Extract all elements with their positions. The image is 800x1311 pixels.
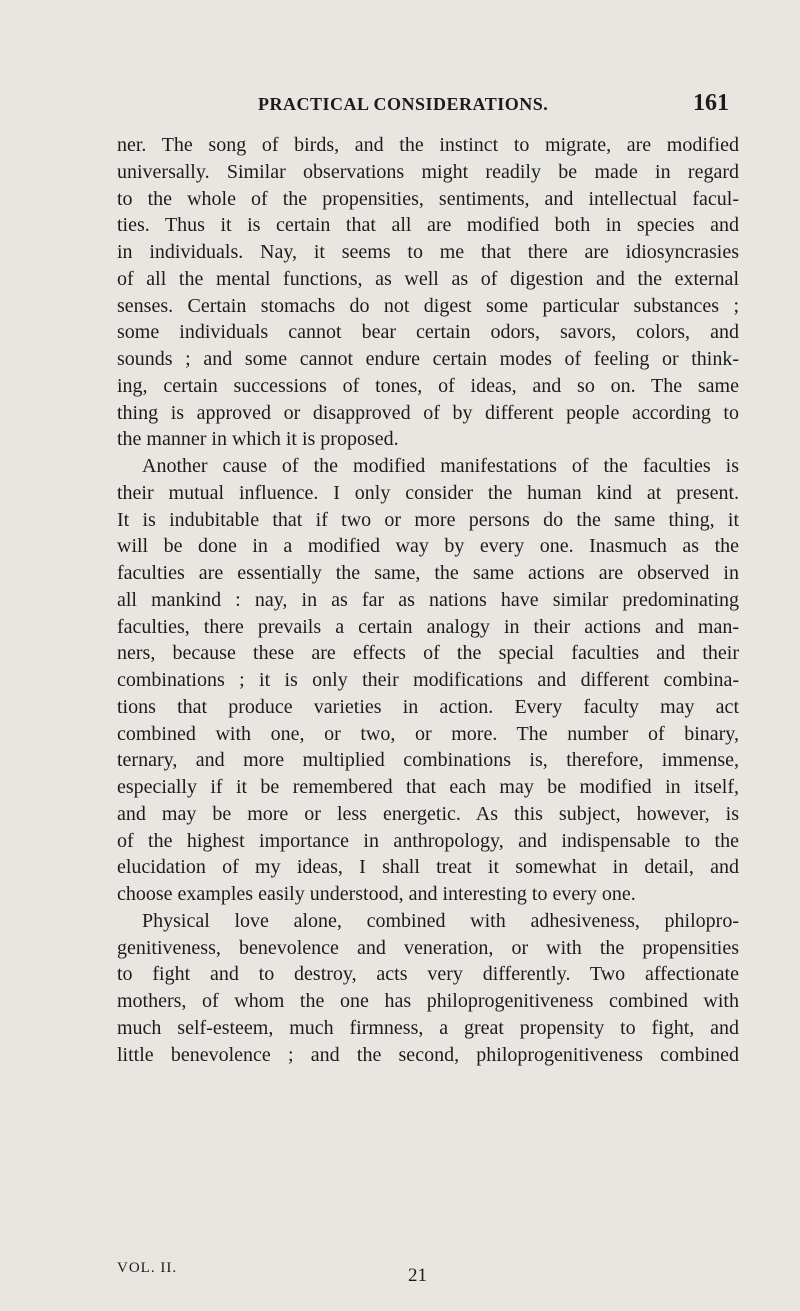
text-line: senses. Certain stomachs do not digest some particular substances ; <box>117 294 739 317</box>
text-line: thing is approved or disapproved of by different people according to <box>117 401 739 424</box>
text-line: faculties, there prevails a certain analogy in their actions and man- <box>117 615 739 638</box>
text-line: much self-esteem, much firmness, a great propensity to fight, and <box>117 1016 739 1039</box>
text-line: combinations ; it is only their modifications and different combina- <box>117 669 739 691</box>
page-number: 161 <box>693 90 729 116</box>
text-line: universally. Similar observations might readily be made in regard <box>117 160 739 183</box>
text-line: It is indubitable that if two or more persons do the same thing, it <box>117 508 739 531</box>
body-text <box>117 132 739 1068</box>
text-line: their mutual influence. I only consider the human kind at present. <box>117 481 739 504</box>
text-line: and may be more or less energetic. As this subject, however, is <box>117 802 739 825</box>
text-line: choose examples easily understood, and interesting to every one. <box>117 883 636 905</box>
text-line: faculties are essentially the same, the same actions are observed in <box>117 562 739 584</box>
text-line: especially if it be remembered that each may be modified in itself, <box>117 776 739 798</box>
text-line: ternary, and more multiplied combinations is, therefore, immense, <box>117 749 739 772</box>
text-line: Another cause of the modified manifestations of the faculties is <box>142 455 739 477</box>
text-line: combined with one, or two, or more. The number of binary, <box>117 722 739 745</box>
text-line: ties. Thus it is certain that all are modified both in species and <box>117 214 739 237</box>
text-line: sounds ; and some cannot endure certain modes of feeling or think- <box>117 348 739 370</box>
text-line: ners, because these are effects of the special faculties and their <box>117 642 739 665</box>
text-line: little benevolence ; and the second, philoprogenitiveness combined <box>117 1043 739 1066</box>
text-line: will be done in a modified way by every one. Inasmuch as the <box>117 535 739 558</box>
volume-signature: VOL. II. <box>117 1260 178 1276</box>
text-line: ner. The song of birds, and the instinct to migrate, are modified <box>117 134 739 156</box>
text-line: the manner in which it is proposed. <box>117 428 399 451</box>
text-line: Physical love alone, combined with adhesiveness, philopro- <box>142 909 739 932</box>
text-line: mothers, of whom the one has philoprogenitiveness combined with <box>117 990 739 1012</box>
text-line: in individuals. Nay, it seems to me that there are idiosyncrasies <box>117 241 739 263</box>
text-line: elucidation of my ideas, I shall treat it somewhat in detail, and <box>117 856 739 879</box>
text-line: all mankind : nay, in as far as nations have similar predominating <box>117 588 739 611</box>
text-line: of the highest importance in anthropology, and indispensable to the <box>117 829 739 852</box>
text-line: ing, certain successions of tones, of ideas, and so on. The same <box>117 374 739 397</box>
text-line: tions that produce varieties in action. Every faculty may act <box>117 695 739 718</box>
text-line: some individuals cannot bear certain odors, savors, colors, and <box>117 321 739 344</box>
text-line: of all the mental functions, as well as of digestion and the external <box>117 267 739 290</box>
text-line: to the whole of the propensities, sentiments, and intellectual facul- <box>117 187 739 210</box>
text-line: genitiveness, benevolence and veneration, or with the propensities <box>117 936 739 959</box>
running-head: PRACTICAL CONSIDERATIONS. <box>258 94 549 114</box>
signature-number: 21 <box>408 1265 427 1286</box>
text-line: to fight and to destroy, acts very differently. Two affectionate <box>117 963 739 986</box>
